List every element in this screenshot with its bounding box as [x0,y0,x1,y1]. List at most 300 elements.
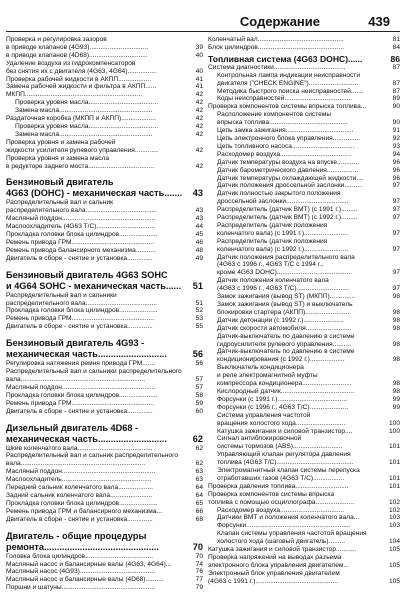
toc-entry-title: распределительного вала....................................... [6,299,158,307]
toc-entry [208,103,400,111]
toc-entry [208,127,400,135]
toc-entry-title: Датчик положения дроссельной заслонки.......... [217,182,363,190]
toc-entry-title: Двигатель - общие процедуры [6,530,147,541]
toc-entry-title: Прокладка головки блока цилиндров..................... [6,391,158,399]
toc-entry-page: 49 [195,254,203,262]
toc-entry-page: 98 [392,316,400,324]
toc-entry-page: 42 [195,146,203,154]
toc-entry [208,95,400,103]
toc-entry [208,546,400,554]
toc-entry [208,491,400,499]
toc-entry [6,231,203,239]
page-number: 439 [368,14,390,29]
toc-entry [208,44,400,52]
toc-entry-title: Масляный поддон................................................... [6,215,156,223]
toc-entry-title: Цепь электронного блока управления............... [217,134,361,142]
toc-entry-page: 103 [388,522,400,530]
toc-entry-title: в редукторе заднего моста.................................... [6,162,155,170]
toc-entry-page: 56 [192,349,203,360]
toc-entry-title: Цепь топливного насоса.................................. [217,142,355,150]
toc-entry-title: дроссельной заслонки.................................. [217,198,349,206]
toc-entry [6,52,203,60]
toc-entry [6,60,203,68]
toc-entry-title: вращения холостого хода........................... [217,419,346,427]
toc-entry-page: 91 [392,127,400,135]
toc-entry [208,483,400,491]
toc-entry-title: Двигатель в сборе - снятие и установка.............. [6,515,153,523]
toc-entry [208,380,400,388]
toc-entry-title: Проверка компонентов системы впрыска топлива... [208,103,367,111]
toc-entry [208,293,400,301]
toc-entry-page: 103 [388,514,400,522]
toc-entry-title: Удаление воздуха из гидрокомпенсаторов [6,59,136,67]
toc-entry-page: 99 [392,403,400,411]
toc-entry-title: Замена рабочей жидкости и фильтра в АКПП...... [6,83,157,91]
section-heading [6,270,203,281]
toc-entry [208,72,400,80]
toc-entry-title: Ремень привода балансирного механизма........... [6,246,156,254]
section-heading [208,54,400,64]
toc-entry-title: Проверка и регулировка зазоров [6,36,107,43]
toc-entry-title: Электронный блок управления двигателем [208,569,340,577]
toc-entry [208,364,400,372]
toc-entry-title: Поршни и шатуны................................................... [6,584,156,592]
toc-entry [208,578,400,586]
toc-entry-page: 42 [195,122,203,130]
toc-entry-title: Форсунки (с 1996 г., 4G63 T/C)..................... [217,403,349,411]
toc-entry-page: 102 [388,498,400,506]
toc-entry [6,553,203,561]
toc-entry-title: блокировки стартера (АКПП)........................ [217,308,350,316]
section-heading [6,434,203,445]
toc-entry-title: вала.................................................................... [6,376,146,383]
toc-entry-page: 84 [392,43,400,51]
toc-entry-title: Раздаточная коробка (МКПП и АКПП)................... [6,115,156,123]
toc-entry-title: Распределительный вал и сальники распределительного [6,368,182,376]
toc-entry [208,135,400,143]
toc-entry-title: МКПП................................................................ [6,91,143,99]
toc-entry-title: гидроусилителя рулевого управления.......... [217,340,351,348]
toc-entry-page: 90 [392,103,400,111]
toc-entry-title: Распределительный вал и сальники [6,291,117,299]
toc-entry-page: 98 [392,293,400,301]
toc-entry-title: Бензиновый двигатель 4G93 - [6,338,145,349]
toc-entry [6,215,203,223]
toc-entry-page: 43 [195,207,203,215]
toc-entry-title: Расходомер воздуха....................................... [217,150,352,158]
toc-entry-page: 76 [195,568,203,576]
toc-entry-page: 57 [195,376,203,383]
toc-entry-page: 97 [392,245,400,253]
toc-entry-title: кондиционирования (с 1992 г.)................... [217,356,345,364]
toc-entry-page: 51 [192,280,203,291]
toc-entry [208,356,400,364]
toc-entry-page: 42 [195,130,203,138]
toc-entry-page: 62 [195,460,203,468]
toc-entry [6,255,203,263]
toc-entry-title: Методика быстрого поиска неисправностей....... [217,87,364,95]
toc-entry [6,476,203,484]
toc-entry [208,230,400,238]
toc-entry-title: Датчик барометрического давления................. [217,166,359,174]
toc-entry-page: 102 [388,506,400,514]
toc-entry-title: Проверка напряжений на выводах разъема [208,554,342,561]
toc-entry [208,420,400,428]
toc-entry [6,155,203,163]
toc-entry [6,123,203,131]
toc-entry [6,516,203,524]
toc-entry [6,247,203,255]
toc-entry-title: и 4G64 SOHC - механическая часть...... [6,280,182,291]
toc-entry-title: электронного блока управления двигателем... [208,561,349,569]
toc-entry-title: (4G63 с 1996 г., 4G63 T/C с 1994 г., [217,261,324,269]
toc-entry-page: 105 [388,546,400,554]
toc-entry [208,151,400,159]
toc-entry-title: Бензиновый двигатель [6,177,114,188]
toc-entry [208,285,400,293]
toc-entry-title: Распределитель (датчик ВМТ) (с 1991 г.)......... [217,206,358,214]
toc-entry-page: 62 [192,433,203,444]
toc-entry [208,341,400,349]
toc-entry-title: Расходомер воздуха................................... [217,506,345,514]
toc-entry-title: коленчатого вала) (с 1992 г.)........................ [217,245,349,253]
toc-entry-page: 77 [195,576,203,584]
toc-entry-title: Двигатель в сборе - снятие и установка.............. [6,323,153,331]
toc-entry [208,388,400,396]
toc-entry [6,83,203,91]
toc-entry-page: 97 [392,285,400,293]
toc-entry-page: 56 [195,360,203,368]
toc-entry [6,307,203,315]
toc-entry-title: Контрольная лампа индикации неисправности [217,71,361,79]
toc-entry [208,309,400,317]
toc-entry [208,467,400,475]
toc-entry [208,530,400,538]
toc-entry-title: Клапан системы управления частотой вращения [217,530,367,538]
toc-entry [208,246,400,254]
toc-entry-page: 40 [195,51,203,59]
toc-entry-page: 63 [195,476,203,484]
toc-entry-title: Масляный поддон................................................... [6,468,156,476]
toc-entry-page: 79 [195,584,203,592]
toc-entry [208,222,400,230]
toc-entry-title: Шкив коленчатого вала......................................... [6,444,153,452]
toc-entry [208,269,400,277]
section-heading [6,177,203,188]
toc-entry-page: 101 [388,443,400,451]
page-header [0,0,406,34]
toc-entry-page: 87 [392,63,400,71]
toc-entry-page: 53 [195,315,203,323]
toc-entry [6,360,203,368]
toc-entry-page: 42 [195,99,203,107]
toc-entry [6,68,203,76]
toc-entry [6,223,203,231]
toc-entry [208,206,400,214]
toc-entry-title: Маслоохладитель (4G63 T/C)................................ [6,223,156,231]
toc-entry-page: 105 [388,561,400,569]
toc-entry-title: Замок зажигания (вывод ST) (МКПП).............. [217,293,356,301]
toc-entry-page: 105 [388,577,400,585]
toc-entry-page: 87 [392,79,400,87]
toc-entry-title: Коды неисправностей..................................... [217,95,353,103]
toc-entry [208,301,400,309]
toc-entry-title: Двигатель в сборе - снятие и установка.............. [6,407,153,415]
toc-entry [208,396,400,404]
toc-entry [208,348,400,356]
section-heading [6,281,203,292]
toc-entry-page: 104 [388,538,400,546]
toc-entry [208,514,400,522]
toc-entry-page: 74 [195,560,203,568]
section-heading [6,349,203,360]
toc-entry-title: Выключатель кондиционера [217,364,304,372]
toc-entry-page: 96 [392,166,400,174]
section-heading [6,423,203,434]
toc-entry [208,333,400,341]
toc-entry [6,508,203,516]
toc-entry-page: 42 [195,115,203,123]
toc-entry [208,459,400,467]
toc-entry-title: Датчик положения коленчатого вала [217,277,329,285]
toc-entry [6,99,203,107]
toc-entry-title: Катушка зажигания и силовой транзистор........... [208,546,357,554]
toc-entry-title: Датчик-выключатель по давлению в системе [217,332,355,340]
toc-entry-page: 59 [195,399,203,407]
toc-entry-title: Распределитель (датчик ВМТ) (с 1992 г.)......... [217,214,358,222]
toc-entry-title: коленчатого вала) (с 1991 г.)........................ [217,229,349,237]
toc-entry-title: Проверка уровня и замена рабочей [6,138,116,146]
toc-entry-page: 96 [392,174,400,182]
toc-entry [6,131,203,139]
toc-entry-title: Распределитель (датчик положения [217,237,328,245]
toc-entry-title: Блок цилиндров............................................... [208,43,344,51]
toc-entry [208,198,400,206]
toc-entry-title: ремонта............................................. [6,541,159,552]
toc-entry [6,91,203,99]
toc-entry-page: 55 [195,323,203,331]
toc-entry-title: Двигатель в сборе - снятие и установка.............. [6,254,153,262]
toc-entry [6,408,203,416]
toc-entry-page: 41 [195,83,203,91]
toc-entry [208,451,400,459]
toc-entry-title: Расположение компонентов системы [217,111,332,119]
toc-entry-title: механическая часть........................... [6,349,167,360]
toc-entry-title: жидкости усилителя рулевого управления............. [6,146,159,154]
toc-entry-page: 98 [392,340,400,348]
toc-entry-title: без снятия их с двигателя (4G63, 4G64)................ [6,67,157,75]
toc-entry-title: Катушка зажигания и силовой транзистор.... [217,427,353,435]
toc-entry-title: компрессора кондиционера........................... [217,380,352,388]
toc-entry [208,404,400,412]
toc-entry-title: топлива (4G63 T/C).......................................... [217,459,354,467]
toc-entry-title: Прокладка головки блока цилиндров..................... [6,231,158,239]
toc-entry-title: Датчик полностью закрытого положения [217,190,341,198]
toc-entry-title: Система управления частотой [217,411,311,419]
toc-entry-page: 98 [392,380,400,388]
toc-entry-title: Коленчатый вал............................................... [208,36,344,43]
toc-entry-title: Кислородный датчик........................................ [217,387,355,395]
toc-entry [208,570,400,578]
toc-entry [208,372,400,380]
toc-entry-title: Распределительный вал и сальник распределительного [6,452,179,460]
toc-entry [208,261,400,269]
toc-entry-title: распределительного вала....................................... [6,207,158,215]
toc-entry [6,44,203,52]
toc-entry-title: кроме 4G63 DOHC)......................................... [217,269,352,277]
toc-entry-title: Прокладка головки блока цилиндров..................... [6,307,158,315]
toc-entry-title: Датчик положения распределительного вала [217,253,355,261]
toc-entry-title: Сигнал антиблокировочной [217,435,302,443]
toc-entry-page: 58 [195,391,203,399]
toc-entry-title: вала.................................................................... [6,460,146,468]
toc-entry [6,500,203,508]
toc-entry-page: 97 [392,182,400,190]
toc-entry-page: 98 [392,324,400,332]
toc-entry [208,143,400,151]
toc-entry-page: 89 [392,95,400,103]
toc-entry [208,167,400,175]
toc-entry-page: 101 [388,482,400,490]
toc-entry-title: Проверка рабочей жидкости в АКПП.................. [6,75,152,83]
toc-entry-page: 39 [195,43,203,51]
toc-entry [208,317,400,325]
toc-entry [208,499,400,507]
toc-entry-title: (4G63 с 1996 г., 4G63 T/C)............................. [217,285,350,293]
toc-entry [6,468,203,476]
toc-entry-page: 51 [195,299,203,307]
toc-entry [6,384,203,392]
toc-entry-title: Система диагностики....................................... [208,63,346,71]
toc-entry-page: 81 [392,36,400,43]
toc-entry [6,392,203,400]
toc-entry-title: Распределительный вал и сальник [6,199,114,207]
toc-entry-page: 100 [388,427,400,435]
toc-entry [6,484,203,492]
toc-entry-page: 100 [388,419,400,427]
toc-entry-page: 101 [388,474,400,482]
toc-entry-title: Задний сальник коленчатого вала....................... [6,491,153,499]
toc-entry-title: Датчики ВМТ и положения коленчатого вала... [217,514,360,522]
toc-entry [208,475,400,483]
toc-entry-page: 42 [195,107,203,115]
toc-entry-page: 98 [392,308,400,316]
toc-entry-page: 92 [392,134,400,142]
toc-entry-title: Датчик детонации (с 1992 г.)...................... [217,316,344,324]
toc-entry [208,254,400,262]
toc-entry-page: 97 [392,214,400,222]
toc-entry-title: Регулировка натяжения ремня привода ГРМ....... [6,360,156,368]
toc-entry-title: Замена масла................................................... [15,130,153,138]
header-rule [6,31,400,32]
toc-entry-page: 97 [392,269,400,277]
toc-entry-page: 42 [195,91,203,99]
toc-entry-page: 46 [195,238,203,246]
toc-entry [6,584,203,592]
toc-entry-title: Ремень привода ГРМ............................................. [6,315,154,323]
toc-entry [6,323,203,331]
toc-entry [6,239,203,247]
toc-entry-page: 42 [195,162,203,170]
toc-entry-page: 96 [392,158,400,166]
toc-entry-title: Маслоохладитель................................................. [6,476,152,484]
toc-entry [6,400,203,408]
toc-entry-page: 98 [392,387,400,395]
toc-entry-title: Датчик температуры воздуха на впуске............ [217,158,360,166]
toc-entry-title: Ремень привода ГРМ............................................. [6,399,154,407]
toc-entry-title: Замок зажигания (вывод ST) и выключатель [217,301,353,308]
toc-entry-title: Проверка уровня масла...................................... [15,122,159,130]
toc-entry [208,277,400,285]
toc-entry-page: 63 [195,468,203,476]
toc-entry [6,376,203,384]
toc-entry [6,292,203,300]
toc-entry-page: 87 [392,87,400,95]
toc-entry-title: Проверка уровня и замена масла [6,154,110,162]
toc-entry-page: 41 [195,75,203,83]
toc-entry-page: 66 [195,507,203,515]
section-heading [6,188,203,199]
toc-entry [208,538,400,546]
toc-entry-title: Датчик-выключатель по давлению в системе [217,348,355,356]
toc-entry [6,163,203,171]
toc-entry-title: холостого хода (шаговый двигатель)......... [217,538,346,546]
toc-entry [6,576,203,584]
toc-entry-title: впрыска топлива........................................... [217,119,348,127]
toc-entry [6,115,203,123]
toc-entry-page: 62 [195,444,203,452]
toc-entry [208,111,400,119]
toc-entry [208,182,400,190]
toc-entry-page: 68 [195,515,203,523]
toc-entry-page: 40 [195,67,203,75]
toc-entry-page: 94 [392,150,400,158]
toc-entry-title: двигателя ("CHECK ENGINE")........................... [217,79,359,87]
toc-entry [6,139,203,147]
toc-entry-title: в приводе клапанов (4D68)................................ [6,51,148,59]
toc-entry [6,147,203,155]
toc-entry-title: отработавших газов (4G63 T/C)................. [217,474,345,482]
toc-entry [6,36,203,44]
toc-entry-title: Головка блока цилиндров..................................... [6,552,153,560]
toc-entry-page: 60 [195,407,203,415]
toc-entry-title: 4G63 (DOHC) - механическая часть....... [6,188,183,199]
toc-entry-title: Проверка компонентов системы впрыска [208,490,335,498]
toc-entry-title: Ремень привода ГРМ............................................. [6,238,154,246]
toc-entry-page: 65 [195,499,203,507]
toc-entry-title: Электромагнитный клапан системы перепуска [217,467,360,475]
toc-entry-page: 70 [195,552,203,560]
toc-entry-title: Ремень привода ГРМ и балансирного механизма... [6,507,162,515]
toc-entry [208,159,400,167]
toc-entry-title: Форсунки......................................................... [217,522,351,530]
toc-entry-title: Масляный насос и балансирные валы (4D68).......... [6,576,164,584]
toc-left-column [6,36,203,592]
toc-entry-page: 64 [195,491,203,499]
toc-entry [208,214,400,222]
toc-entry [6,107,203,115]
toc-entry-title: топлива с помощью осциллографа..................... [208,498,355,506]
section-heading [6,338,203,349]
toc-entry-page: 97 [392,198,400,206]
toc-right-column [208,36,400,586]
toc-entry-page: 44 [195,223,203,231]
toc-entry-page: 98 [392,356,400,364]
toc-entry-page: 45 [195,231,203,239]
toc-entry-title: Проверка давления топлива............................. [208,482,349,490]
toc-entry-page: 86 [390,53,400,64]
toc-entry-title: Распределитель (датчик положения [217,221,328,229]
